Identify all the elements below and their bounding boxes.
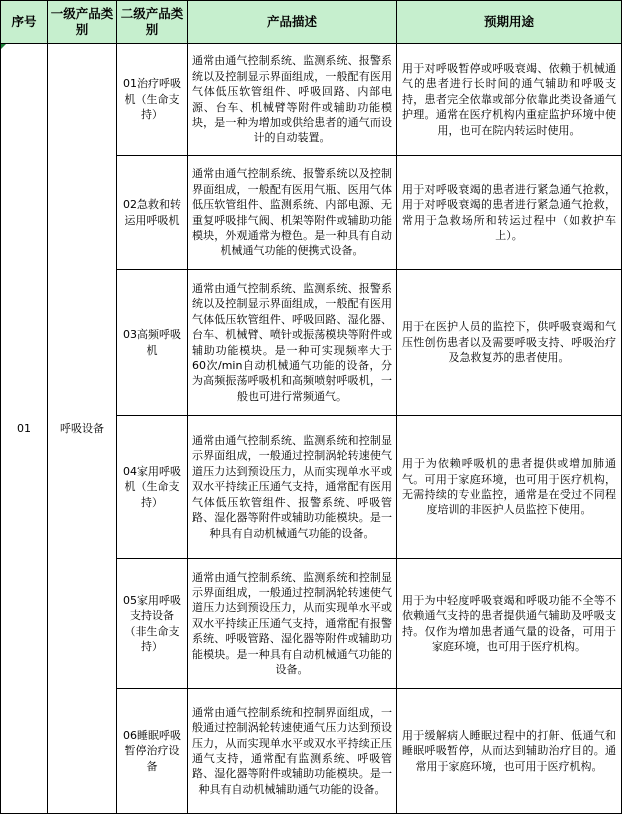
- header-desc: 产品描述: [188, 1, 397, 44]
- row-use: 用于为依赖呼吸机的患者提供或增加肺通气。可用于家庭环境，也可用于医疗机构，无需持续的专业监控，通常是在受过不同程度培训的非医护人员监控下使用。: [397, 416, 622, 559]
- table-row: [1, 44, 622, 156]
- row-desc: 通常由通气控制系统、报警系统以及控制界面组成，一般配有医用气瓶、医用气体低压软管组件、监测系统、内部电源、无重复呼吸排气阀、机架等附件或辅助功能模块，外观通常为橙色。是一种具有自动机械通气功能的便携式设备。: [188, 156, 397, 270]
- header-level2: 二级产品类别: [117, 1, 188, 44]
- row-level2: 05家用呼吸支持设备（非生命支持）: [117, 559, 188, 689]
- header-use: 预期用途: [397, 1, 622, 44]
- row-desc: 通常由通气控制系统、监测系统、报警系统以及控制显示界面组成，一般配有医用气体低压软管组件、呼吸回路、湿化器、台车、机械臂、喷针或振荡模块等附件或辅助功能模块。是一种可实现频率大于60次/min自动机械通气功能的设备，分为高频振荡呼吸机和高频喷射呼吸机，一般也可进行常频通气。: [188, 270, 397, 416]
- group-no: 01: [17, 421, 31, 435]
- row-desc: 通常由通气控制系统和控制界面组成，一般通过控制涡轮转速使通气压力达到预设压力，从而实现单水平或双水平持续正压通气支持，通常配有监测系统、呼吸管路、湿化器等附件或辅助功能模块。是一种具有自动机械辅助通气功能的设备。: [188, 689, 397, 814]
- row-use: 用于在医护人员的监控下，供呼吸衰竭和气压性创伤患者以及需要呼吸支持、呼吸治疗及急救复苏的患者使用。: [397, 270, 622, 416]
- header-row: [1, 1, 622, 44]
- cell-corner-marker: [1, 44, 6, 49]
- row-level2: 01治疗呼吸机（生命支持）: [117, 44, 188, 156]
- row-use: 用于对呼吸暂停或呼吸衰竭、依赖于机械通气的患者进行长时间的通气辅助和呼吸支持，患者完全依靠或部分依靠此类设备通气护理。通常在医疗机构内重症监护环境中使用，也可在院内转运时使用。: [397, 44, 622, 156]
- row-use: 用于对呼吸衰竭的患者进行紧急通气抢救，用于对呼吸衰竭的患者进行紧急通气抢救，常用于急救场所和转运过程中（如救护车上）。: [397, 156, 622, 270]
- header-no: 序号: [1, 1, 48, 44]
- row-desc: 通常由通气控制系统、监测系统、报警系统以及控制显示界面组成，一般配有医用气体低压软管组件、呼吸回路、内部电源、台车、机械臂等附件或辅助功能模块，是一种为增加或供给患者的通气而设计的自动装置。: [188, 44, 397, 156]
- row-level2: 03高频呼吸机: [117, 270, 188, 416]
- row-level2: 04家用呼吸机（生命支持）: [117, 416, 188, 559]
- row-use: 用于缓解病人睡眠过程中的打鼾、低通气和睡眠呼吸暂停，从而达到辅助治疗目的。通常用于家庭环境，也可用于医疗机构。: [397, 689, 622, 814]
- group-no-cell: [1, 44, 48, 814]
- row-use: 用于为中轻度呼吸衰竭和呼吸功能不全等不依赖通气支持的患者提供通气辅助及呼吸支持。仅作为增加患者通气量的设备，可用于家庭环境，也可用于医疗机构。: [397, 559, 622, 689]
- row-level2: 06睡眠呼吸暂停治疗设备: [117, 689, 188, 814]
- row-desc: 通常由通气控制系统、监测系统和控制显示界面组成，一般通过控制涡轮转速使气道压力达到预设压力，从而实现单水平或双水平持续正压通气支持，通常配有报警系统、呼吸管路、湿化器等附件或辅助功能模块。是一种具有自动机械通气功能的设备。: [188, 559, 397, 689]
- row-level2: 02急救和转运用呼吸机: [117, 156, 188, 270]
- header-level1: 一级产品类别: [48, 1, 117, 44]
- row-desc: 通常由通气控制系统、监测系统和控制显示界面组成，一般通过控制涡轮转速使气道压力达到预设压力，从而实现单水平或双水平持续正压通气支持，通常配有医用气体低压软管组件、报警系统、呼吸管路、湿化器等附件或辅助功能模块。是一种具有自动机械通气功能的设备。: [188, 416, 397, 559]
- group-level1: 呼吸设备: [48, 44, 117, 814]
